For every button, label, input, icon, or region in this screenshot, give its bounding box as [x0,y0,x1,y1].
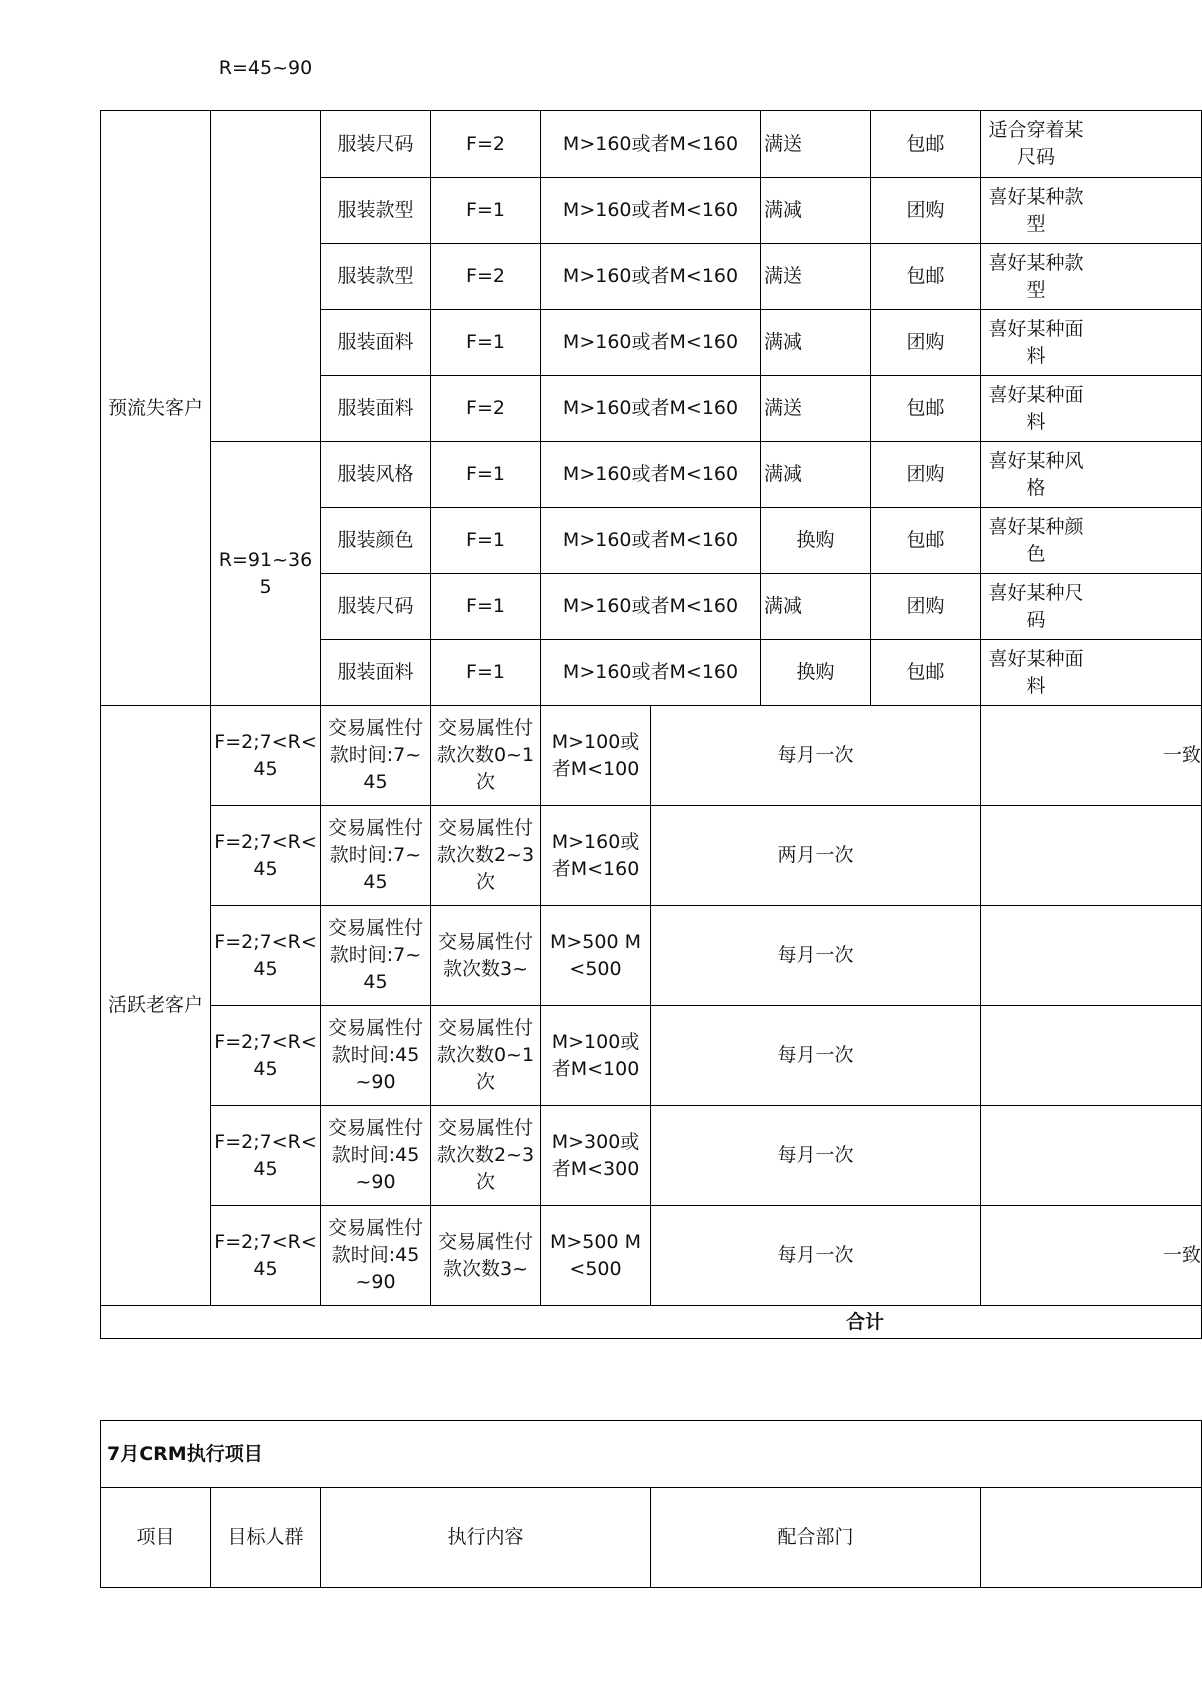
table-row [101,1106,1202,1206]
table-row [101,706,1202,806]
pay-time-cell: 交易属性付款时间:45~90 [321,1106,431,1206]
fr-cell: F=2;7<R<45 [211,1006,321,1106]
channel-cell: 包邮 [871,111,981,178]
attr-cell: 服装尺码 [321,111,431,178]
crm-header-row [101,1488,1202,1588]
promo-cell: 满送 [761,244,871,310]
attr-cell: 服装颜色 [321,508,431,574]
extra-cell [981,806,1202,906]
m-cell: M>100或者M<100 [541,706,651,806]
rfm-strategy-table-viewport [100,57,1202,1410]
f-cell: F=1 [431,310,541,376]
attr-cell: 服装面料 [321,640,431,706]
f-cell: F=1 [431,508,541,574]
header-dept: 配合部门 [651,1488,981,1588]
promo-cell: 满减 [761,178,871,244]
pay-time-cell: 交易属性付款时间:7~45 [321,806,431,906]
crm-title-row [101,1421,1202,1488]
frequency-cell: 每月一次 [651,1006,981,1106]
crm-title: 7月CRM执行项目 [101,1421,1202,1488]
m-cell: M>160或者M<160 [541,178,761,244]
note-cell: 喜好某种风格 [981,442,1202,508]
promo-cell: 满送 [761,376,871,442]
attr-cell: 服装面料 [321,376,431,442]
attr-cell: 服装风格 [321,442,431,508]
extra-cell [981,906,1202,1006]
pay-count-cell: 交易属性付款次数0~1次 [431,1006,541,1106]
table-row [101,1206,1202,1306]
pay-count-cell: 交易属性付款次数2~3次 [431,806,541,906]
channel-cell: 包邮 [871,640,981,706]
fr-cell: F=2;7<R<45 [211,906,321,1006]
attr-cell: 服装尺码 [321,574,431,640]
frequency-cell: 每月一次 [651,1206,981,1306]
total-row [101,1306,1202,1339]
m-cell: M>160或者M<160 [541,806,651,906]
header-content: 执行内容 [321,1488,651,1588]
f-cell: F=1 [431,640,541,706]
note-cell: 喜好某种款型 [981,244,1202,310]
fr-cell: F=2;7<R<45 [211,706,321,806]
promo-cell: 满送 [761,111,871,178]
m-cell: M>300或者M<300 [541,1106,651,1206]
r-range-cell-top: R=45~90 [211,111,321,442]
pay-time-cell: 交易属性付款时间:7~45 [321,906,431,1006]
pay-time-cell: 交易属性付款时间:45~90 [321,1006,431,1106]
frequency-cell: 每月一次 [651,706,981,806]
note-cell: 喜好某种面料 [981,376,1202,442]
channel-cell: 团购 [871,574,981,640]
pay-count-cell: 交易属性付款次数0~1次 [431,706,541,806]
m-cell: M>160或者M<160 [541,442,761,508]
extra-cell: 一致 [981,1206,1202,1306]
note-cell: 适合穿着某尺码 [981,111,1202,178]
f-cell: F=2 [431,244,541,310]
note-cell: 喜好某种颜色 [981,508,1202,574]
f-cell: F=2 [431,376,541,442]
crm-table [100,1420,1202,1588]
table-row [101,442,1202,508]
pay-count-cell: 交易属性付款次数3~ [431,906,541,1006]
total-label: 合计 [101,1306,1202,1339]
f-cell: F=1 [431,442,541,508]
pay-count-cell: 交易属性付款次数3~ [431,1206,541,1306]
channel-cell: 团购 [871,442,981,508]
channel-cell: 包邮 [871,244,981,310]
channel-cell: 包邮 [871,508,981,574]
m-cell: M>160或者M<160 [541,640,761,706]
note-cell: 喜好某种面料 [981,640,1202,706]
header-target: 目标人群 [211,1488,321,1588]
note-cell: 喜好某种款型 [981,178,1202,244]
header-empty [981,1488,1202,1588]
promo-cell: 换购 [761,640,871,706]
r-range-cell-bottom: R=91~365 [211,442,321,706]
pay-count-cell: 交易属性付款次数2~3次 [431,1106,541,1206]
m-cell: M>160或者M<160 [541,376,761,442]
frequency-cell: 每月一次 [651,906,981,1006]
fr-cell: F=2;7<R<45 [211,1106,321,1206]
segment-cell-active: 活跃老客户 [101,706,211,1306]
m-cell: M>100或者M<100 [541,1006,651,1106]
attr-cell: 服装款型 [321,178,431,244]
rfm-strategy-table [100,57,1202,1339]
promo-cell: 满减 [761,574,871,640]
m-cell: M>160或者M<160 [541,574,761,640]
fr-cell: F=2;7<R<45 [211,1206,321,1306]
f-cell: F=1 [431,178,541,244]
table-row [101,806,1202,906]
note-cell: 喜好某种尺码 [981,574,1202,640]
table-row [101,111,1202,178]
channel-cell: 团购 [871,310,981,376]
f-cell: F=2 [431,111,541,178]
pay-time-cell: 交易属性付款时间:45~90 [321,1206,431,1306]
note-cell: 喜好某种面料 [981,310,1202,376]
segment-cell-churn: 预流失客户 [101,111,211,706]
m-cell: M>160或者M<160 [541,244,761,310]
promo-cell: 满减 [761,310,871,376]
channel-cell: 包邮 [871,376,981,442]
extra-cell [981,1106,1202,1206]
m-cell: M>160或者M<160 [541,111,761,178]
f-cell: F=1 [431,574,541,640]
channel-cell: 团购 [871,178,981,244]
frequency-cell: 每月一次 [651,1106,981,1206]
header-project: 项目 [101,1488,211,1588]
extra-cell [981,1006,1202,1106]
crm-table-viewport [100,1420,1091,1600]
attr-cell: 服装款型 [321,244,431,310]
table-row [101,1006,1202,1106]
fr-cell: F=2;7<R<45 [211,806,321,906]
pay-time-cell: 交易属性付款时间:7~45 [321,706,431,806]
frequency-cell: 两月一次 [651,806,981,906]
promo-cell: 换购 [761,508,871,574]
table-row [101,906,1202,1006]
extra-cell: 一致 [981,706,1202,806]
promo-cell: 满减 [761,442,871,508]
m-cell: M>160或者M<160 [541,508,761,574]
m-cell: M>500 M<500 [541,906,651,1006]
attr-cell: 服装面料 [321,310,431,376]
m-cell: M>500 M<500 [541,1206,651,1306]
m-cell: M>160或者M<160 [541,310,761,376]
